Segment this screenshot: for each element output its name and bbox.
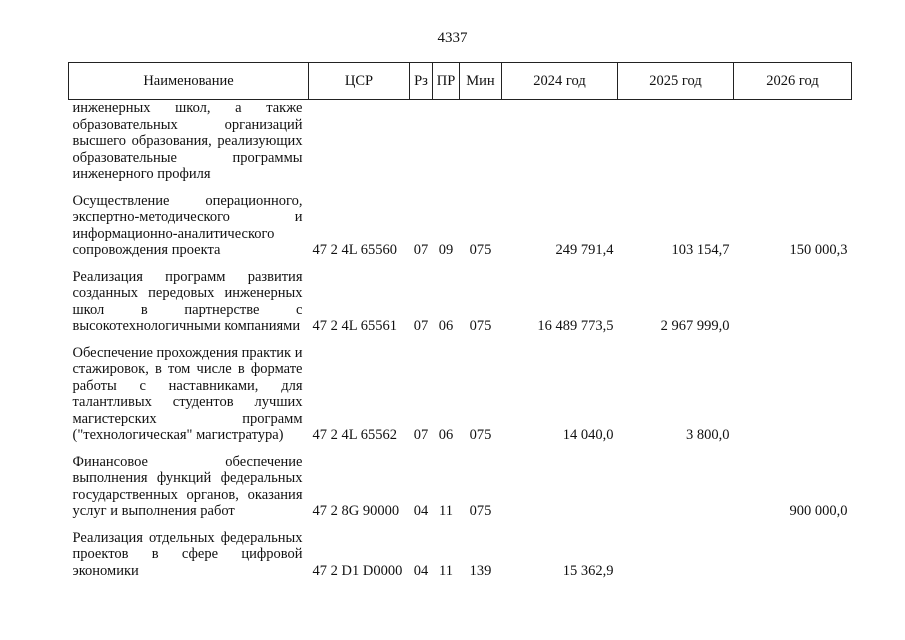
header-pr: ПР — [433, 63, 460, 100]
row-2026 — [734, 530, 852, 580]
row-csr: 47 2 4L 65561 — [312, 318, 397, 334]
row-name: инженерных школ, а также образовательных организаций высшего образования, реализующих образовательные программы инженерного профиля — [72, 100, 303, 182]
table-row — [69, 269, 852, 335]
row-2026 — [734, 345, 852, 444]
row-pr: 06 — [438, 318, 454, 334]
row-pr: 06 — [438, 427, 454, 443]
row-2024: 14 040,0 — [562, 427, 614, 443]
row-pr: 11 — [439, 503, 453, 519]
row-csr: 47 2 4L 65560 — [312, 242, 397, 258]
row-rz: 04 — [413, 562, 429, 579]
row-2026 — [734, 100, 852, 183]
row-2024: 15 362,9 — [562, 562, 614, 579]
row-2026: 150 000,3 — [789, 242, 848, 258]
row-csr: 47 2 8G 90000 — [312, 503, 400, 519]
row-csr — [309, 100, 410, 183]
row-csr: 47 2 D1 D0000 — [312, 562, 403, 579]
row-pr: 09 — [438, 242, 454, 258]
page-number: 4337 — [437, 30, 468, 46]
header-rz: Рз — [410, 63, 433, 100]
row-2024 — [502, 100, 618, 183]
row-min: 139 — [469, 562, 492, 579]
row-spacer — [69, 520, 852, 530]
row-2025: 3 800,0 — [686, 427, 730, 443]
table-row — [69, 454, 852, 520]
table-row — [69, 345, 852, 444]
row-2026 — [734, 269, 852, 335]
budget-table — [68, 62, 852, 579]
row-min: 075 — [469, 242, 492, 258]
header-name: Наименование — [69, 63, 309, 100]
row-min — [460, 100, 502, 183]
row-pr — [433, 100, 460, 183]
row-name: Финансовое обеспечение выполнения функций федеральных государственных органов, оказания услуг и выполнения работ — [72, 453, 303, 519]
header-2024: 2024 год — [502, 63, 618, 100]
row-rz — [410, 100, 433, 183]
row-name: Осуществление операционного, экспертно-методического и информационно-аналитического сопровождения проекта — [72, 192, 303, 258]
row-2024: 16 489 773,5 — [537, 318, 614, 334]
row-spacer — [69, 335, 852, 345]
row-rz: 07 — [413, 242, 429, 258]
row-min: 075 — [469, 318, 492, 334]
row-2025 — [618, 454, 734, 520]
row-2024: 249 791,4 — [555, 242, 614, 258]
row-name: Реализация отдельных федеральных проектов в сфере цифровой экономики — [72, 529, 303, 579]
table-header-row — [69, 63, 852, 100]
row-2025: 2 967 999,0 — [660, 318, 730, 334]
row-rz: 07 — [413, 427, 429, 443]
table-row — [69, 100, 852, 183]
row-name: Обеспечение прохождения практик и стажировок, в том числе в формате работы с наставниками, для талантливых студентов лучших магистерских программ ("технологическая" магистратура) — [72, 344, 303, 443]
header-min: Мин — [460, 63, 502, 100]
table-row — [69, 193, 852, 259]
row-min: 075 — [469, 427, 492, 443]
row-spacer — [69, 444, 852, 454]
row-spacer — [69, 259, 852, 269]
row-2026: 900 000,0 — [789, 503, 848, 519]
row-2025: 103 154,7 — [671, 242, 730, 258]
row-rz: 07 — [413, 318, 429, 334]
row-2025 — [618, 530, 734, 580]
row-min: 075 — [469, 503, 492, 519]
row-pr: 11 — [439, 562, 453, 579]
row-rz: 04 — [413, 503, 429, 519]
header-2026: 2026 год — [734, 63, 852, 100]
row-spacer — [69, 183, 852, 193]
row-name: Реализация программ развития созданных передовых инженерных школ в партнерстве с высокотехнологичными компаниями — [72, 268, 303, 334]
row-2025 — [618, 100, 734, 183]
row-2024 — [502, 454, 618, 520]
header-csr: ЦСР — [309, 63, 410, 100]
table-row — [69, 530, 852, 580]
row-csr: 47 2 4L 65562 — [312, 427, 397, 443]
header-2025: 2025 год — [618, 63, 734, 100]
